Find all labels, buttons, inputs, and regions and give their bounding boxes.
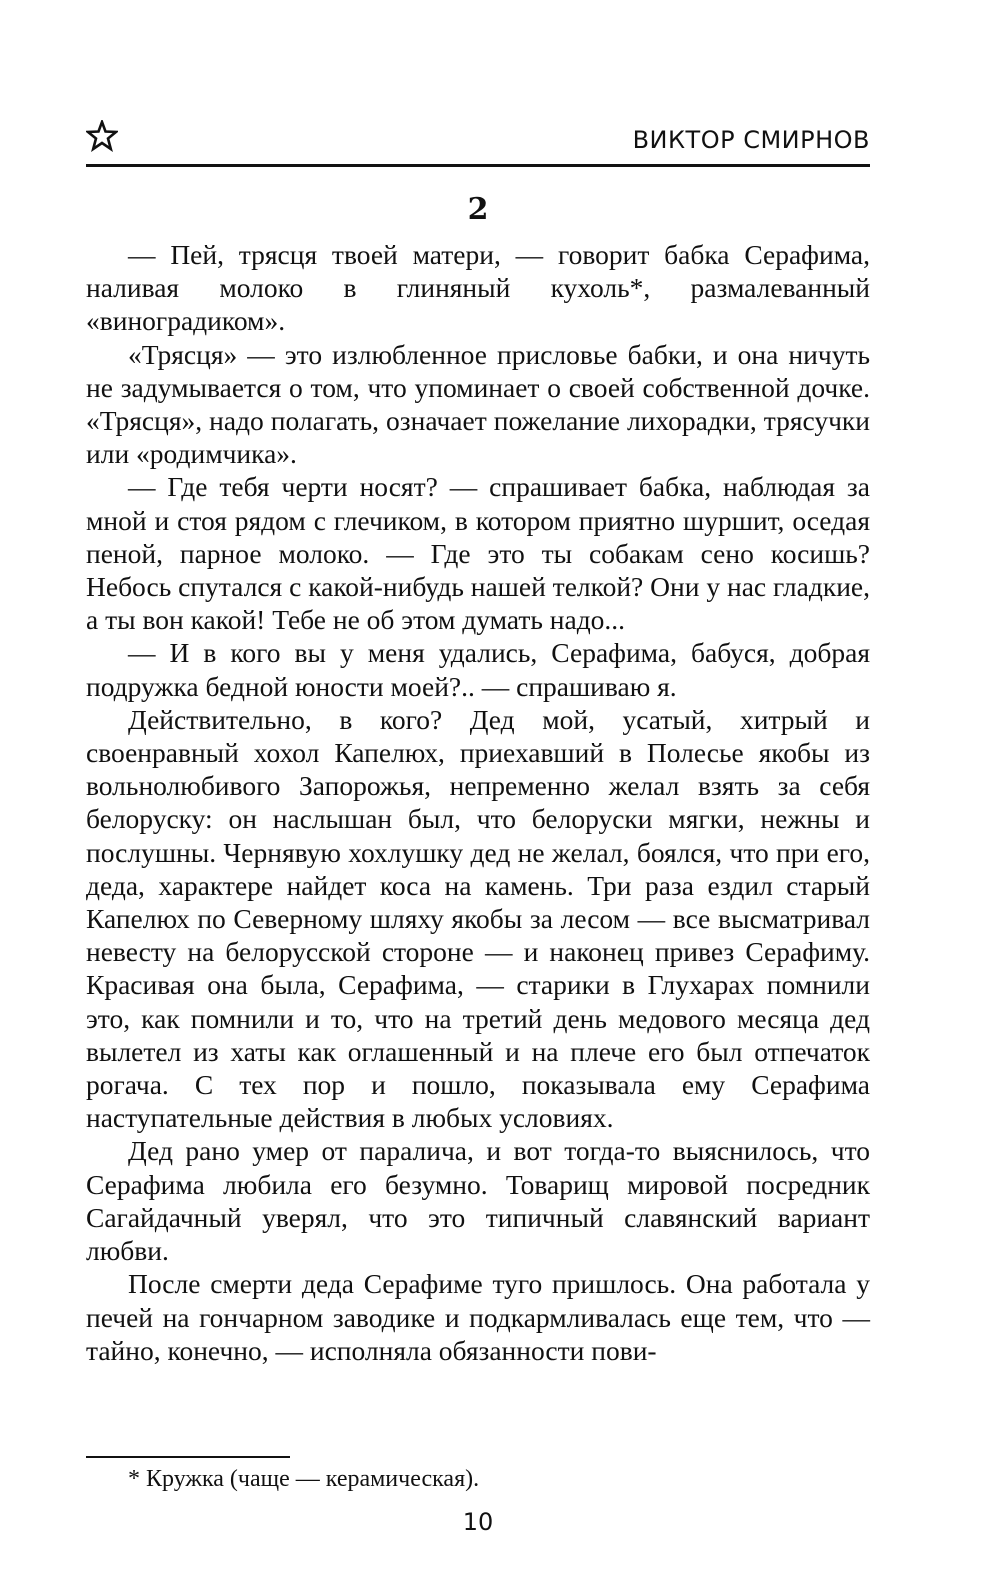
- paragraph: После смерти деда Серафиме туго пришлось. Она работала у печей на гончарном заводике и подкармливалась еще тем, что — тайно, конечно, — исполняла обязанности пови-: [86, 1268, 870, 1366]
- paragraph: Действительно, в кого? Дед мой, усатый, хитрый и своенравный хохол Капелюх, приехавший в Полесье якобы из вольнолюбивого Запорожья, непременно желал взять за себя белоруску: он наслышан был, что белоруски мягки, нежны и послушны. Чернявую хохлушку дед не желал, боялся, что при его, деда, характере найдет коса на камень. Три раза ездил старый Капелюх по Северному шляху якобы за лесом — все высматривал невесту на белорусской стороне — и наконец привез Серафиму. Красивая она была, Серафима, — старики в Глухарах помнили это, как помнили и то, что на третий день медового месяца дед вылетел из хаты как оглашенный и на плече его был отпечаток рогача. С тех пор и пошло, показывала ему Серафима наступательные действия в любых условиях.: [86, 703, 870, 1134]
- paragraph: — Где тебя черти носят? — спрашивает бабка, наблюдая за мной и стоя рядом с глечиком, в котором приятно шуршит, оседая пеной, парное молоко. — Где это ты собакам сено косишь? Небось спутался с какой-нибудь нашей телкой? Они у нас гладкие, а ты вон какой! Тебе не об этом думать надо...: [86, 471, 870, 636]
- book-page: [86, 0, 870, 1574]
- footnote-divider: [86, 1456, 290, 1458]
- running-header: [86, 118, 870, 167]
- page-number: 10: [462, 1508, 494, 1536]
- chapter-number: 2: [467, 192, 489, 227]
- body-text: [86, 238, 870, 1367]
- paragraph: «Трясця» — это излюбленное присловье бабки, и она ничуть не задумывается о том, что упоминает о своей собственной дочке. «Трясця», надо полагать, означает пожелание лихорадки, трясучки или «родимчика».: [86, 338, 870, 470]
- running-title: ВИКТОР СМИРНОВ: [632, 126, 870, 154]
- paragraph: — Пей, трясця твоей матери, — говорит бабка Серафима, наливая молоко в глиняный кухоль*, размалеванный «виноградиком».: [86, 239, 870, 337]
- star-outline-icon: [86, 120, 118, 152]
- paragraph: Дед рано умер от паралича, и вот тогда-то выяснилось, что Серафима любила его безумно. Товарищ мировой посредник Сагайдачный уверял, что это типичный славянский вариант любви.: [86, 1135, 870, 1267]
- paragraph: — И в кого вы у меня удались, Серафима, бабуся, добрая подружка бедной юности моей?.. — спрашиваю я.: [86, 637, 870, 702]
- footnote: * Кружка (чаще — керамическая).: [128, 1466, 480, 1492]
